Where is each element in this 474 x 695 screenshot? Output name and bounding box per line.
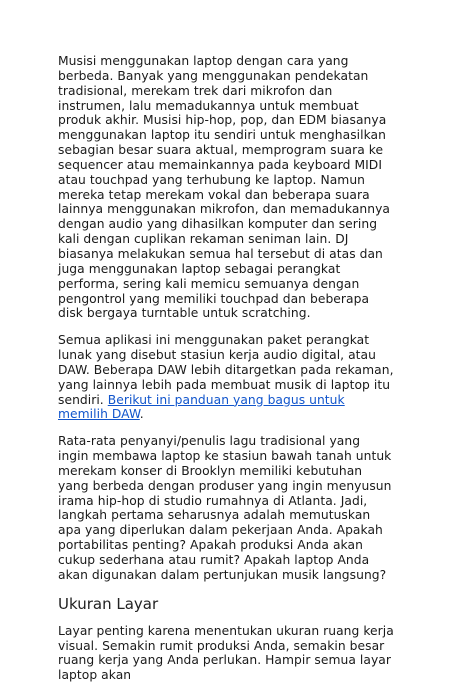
daw-text: Semua aplikasi ini menggunakan paket perangkat lunak yang disebut stasiun kerja audio digital, atau DAW. Beberapa DAW lebih ditargetkan pada rekaman, yang lainnya lebih pada membuat musik di laptop itu sendiri. (58, 333, 394, 407)
paragraph-portabilitas: Rata-rata penyanyi/penulis lagu tradisional yang ingin membawa laptop ke stasiun bawah tanah untuk merekam konser di Brooklyn memiliki kebutuhan yang berbeda dengan produser yang ingin menyusun irama hip-hop di studio rumahnya di Atlanta. Jadi, langkah pertama seharusnya adalah memutuskan apa yang diperlukan dalam pekerjaan Anda. Apakah portabilitas penting? Apakah produksi Anda akan cukup sederhana atau rumit? Apakah laptop Anda akan digunakan dalam pertunjukan musik langsung? (58, 434, 392, 582)
document-body (58, 54, 394, 695)
paragraph-daw (58, 333, 394, 422)
section-heading-ukuran-layar: Ukuran Layar (58, 594, 159, 613)
paragraph-musisi: Musisi menggunakan laptop dengan cara yang berbeda. Banyak yang menggunakan pendekatan tradisional, merekam trek dari mikrofon dan instrumen, lalu memadukannya untuk membuat produk akhir. Musisi hip-hop, pop, dan EDM biasanya menggunakan laptop itu sendiri untuk menghasilkan sebagian besar suara aktual, memprogram suara ke sequencer atau memainkannya pada keyboard MIDI atau touchpad yang terhubung ke laptop. Namun mereka tetap merekam vokal dan beberapa suara lainnya menggunakan mikrofon, dan memadukannya dengan audio yang dihasilkan komputer dan sering kali dengan cuplikan rekaman seniman lain. DJ biasanya melakukan semua hal tersebut di atas dan juga menggunakan laptop sebagai perangkat performa, sering kali memicu semuanya dengan pengontrol yang memiliki touchpad dan beberapa disk bergaya turntable untuk scratching. (58, 54, 391, 321)
daw-period: . (139, 407, 144, 422)
daw-guide-link[interactable]: Berikut ini panduan yang bagus untuk memilih DAW (58, 392, 345, 422)
paragraph-layar: Layar penting karena menentukan ukuran ruang kerja visual. Semakin rumit produksi Anda, semakin besar ruang kerja yang Anda perlukan. Hampir semua layar laptop akan (58, 623, 394, 683)
